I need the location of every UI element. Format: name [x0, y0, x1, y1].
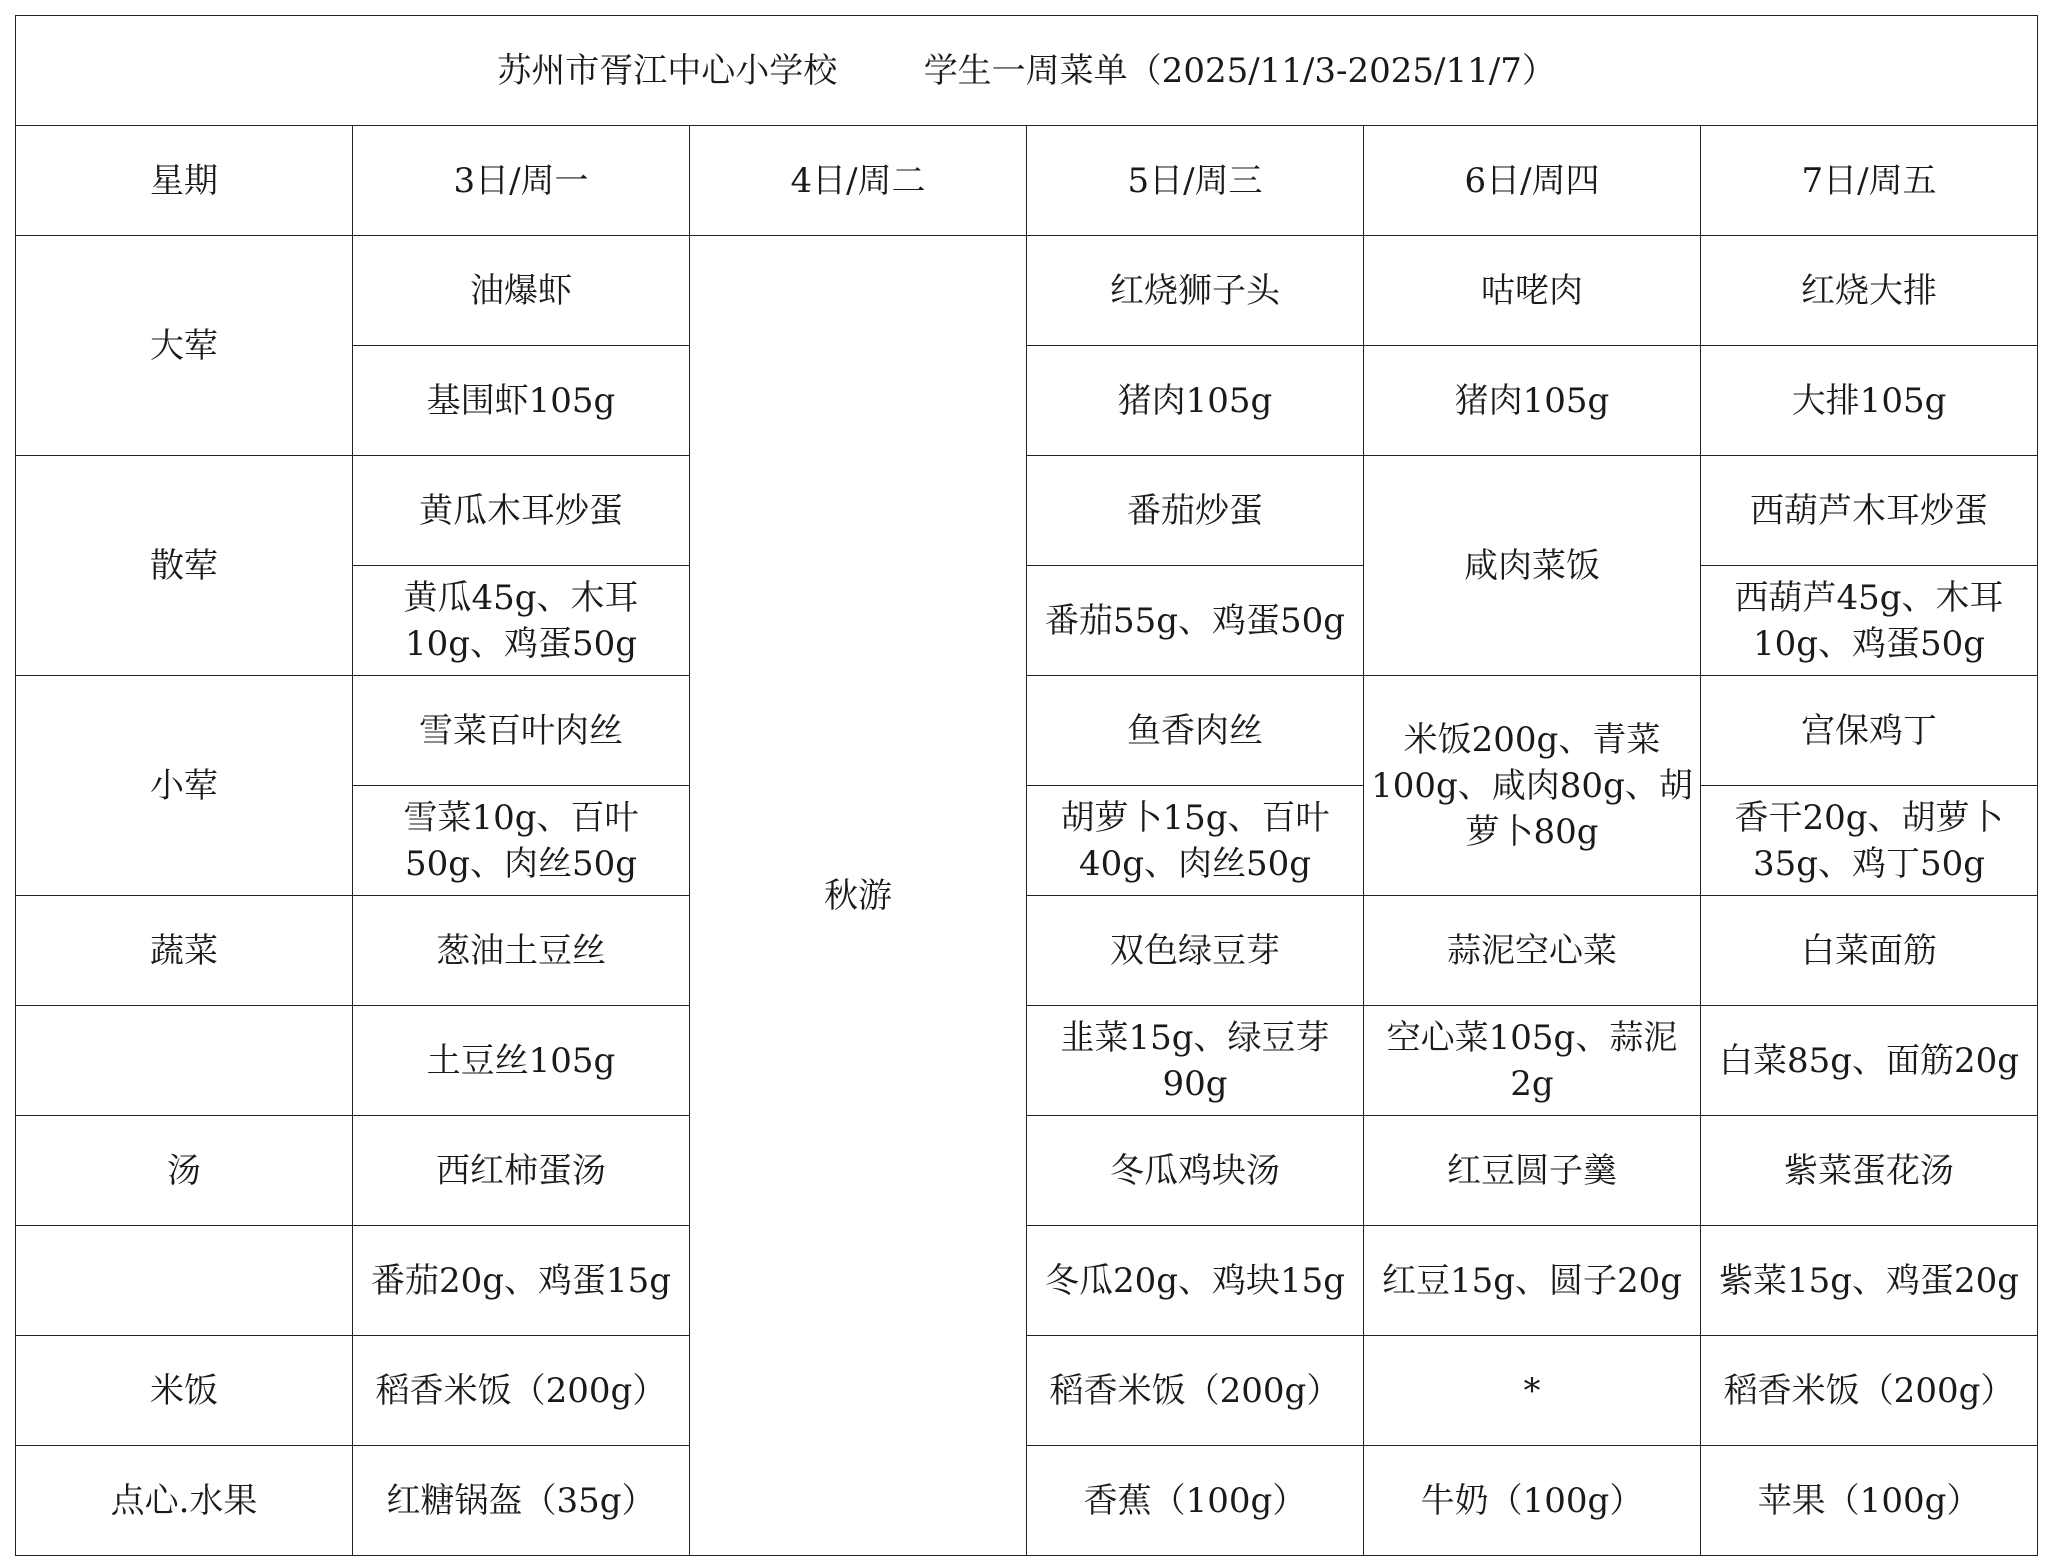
fri-small: 宫保鸡丁: [1701, 676, 2038, 786]
school-name: 苏州市胥江中心小学校: [497, 50, 838, 91]
mon-soup: 西红柿蛋汤: [353, 1116, 690, 1226]
thu-veg: 蒜泥空心菜: [1364, 896, 1701, 1006]
mon-snack: 红糖锅盔（35g）: [353, 1446, 690, 1556]
table-row: [16, 896, 2038, 1006]
fri-snack: 苹果（100g）: [1701, 1446, 2038, 1556]
fri-main-detail: 大排105g: [1701, 346, 2038, 456]
wed-snack: 香蕉（100g）: [1027, 1446, 1364, 1556]
column-header-thu: 6日/周四: [1364, 126, 1701, 236]
fri-side-detail: 西葫芦45g、木耳10g、鸡蛋50g: [1701, 566, 2038, 676]
category-veg: 蔬菜: [16, 896, 353, 1006]
menu-title: 学生一周菜单（2025/11/3-2025/11/7）: [923, 50, 1556, 91]
column-header-weekday: 星期: [16, 126, 353, 236]
fri-soup-detail: 紫菜15g、鸡蛋20g: [1701, 1226, 2038, 1336]
fri-veg-detail: 白菜85g、面筋20g: [1701, 1006, 2038, 1116]
tue-note: 秋游: [690, 236, 1027, 1556]
fri-main: 红烧大排: [1701, 236, 2038, 346]
thu-main: 咕咾肉: [1364, 236, 1701, 346]
fri-veg: 白菜面筋: [1701, 896, 2038, 1006]
thu-main-detail: 猪肉105g: [1364, 346, 1701, 456]
weekly-menu-table: [15, 15, 2038, 1556]
wed-veg: 双色绿豆芽: [1027, 896, 1364, 1006]
fri-soup: 紫菜蛋花汤: [1701, 1116, 2038, 1226]
category-rice: 米饭: [16, 1336, 353, 1446]
mon-rice: 稻香米饭（200g）: [353, 1336, 690, 1446]
table-row: [16, 1116, 2038, 1226]
mon-side-detail: 黄瓜45g、木耳10g、鸡蛋50g: [353, 566, 690, 676]
wed-side: 番茄炒蛋: [1027, 456, 1364, 566]
wed-soup-detail: 冬瓜20g、鸡块15g: [1027, 1226, 1364, 1336]
fri-small-detail: 香干20g、胡萝卜35g、鸡丁50g: [1701, 786, 2038, 896]
title-row: [16, 16, 2038, 126]
table-row: [16, 1336, 2038, 1446]
category-soup-blank: [16, 1226, 353, 1336]
table-row: [16, 1226, 2038, 1336]
table-row: [16, 1006, 2038, 1116]
thu-rice: *: [1364, 1336, 1701, 1446]
thu-soup: 红豆圆子羹: [1364, 1116, 1701, 1226]
category-soup: 汤: [16, 1116, 353, 1226]
category-main: 大荤: [16, 236, 353, 456]
thu-snack: 牛奶（100g）: [1364, 1446, 1701, 1556]
thu-side-detail: 米饭200g、青菜100g、咸肉80g、胡萝卜80g: [1364, 676, 1701, 896]
mon-main: 油爆虾: [353, 236, 690, 346]
mon-side: 黄瓜木耳炒蛋: [353, 456, 690, 566]
wed-rice: 稻香米饭（200g）: [1027, 1336, 1364, 1446]
category-small: 小荤: [16, 676, 353, 896]
column-header-tue: 4日/周二: [690, 126, 1027, 236]
thu-soup-detail: 红豆15g、圆子20g: [1364, 1226, 1701, 1336]
table-row: [16, 1446, 2038, 1556]
mon-soup-detail: 番茄20g、鸡蛋15g: [353, 1226, 690, 1336]
wed-main-detail: 猪肉105g: [1027, 346, 1364, 456]
category-veg-blank: [16, 1006, 353, 1116]
wed-veg-detail: 韭菜15g、绿豆芽90g: [1027, 1006, 1364, 1116]
mon-veg: 葱油土豆丝: [353, 896, 690, 1006]
mon-small: 雪菜百叶肉丝: [353, 676, 690, 786]
column-header-wed: 5日/周三: [1027, 126, 1364, 236]
category-snack: 点心.水果: [16, 1446, 353, 1556]
header-row: [16, 126, 2038, 236]
mon-small-detail: 雪菜10g、百叶50g、肉丝50g: [353, 786, 690, 896]
category-side: 散荤: [16, 456, 353, 676]
wed-side-detail: 番茄55g、鸡蛋50g: [1027, 566, 1364, 676]
wed-small-detail: 胡萝卜15g、百叶40g、肉丝50g: [1027, 786, 1364, 896]
mon-main-detail: 基围虾105g: [353, 346, 690, 456]
thu-side: 咸肉菜饭: [1364, 456, 1701, 676]
page-title: [16, 16, 2038, 126]
wed-soup: 冬瓜鸡块汤: [1027, 1116, 1364, 1226]
table-row: [16, 456, 2038, 566]
table-row: [16, 236, 2038, 346]
mon-veg-detail: 土豆丝105g: [353, 1006, 690, 1116]
fri-rice: 稻香米饭（200g）: [1701, 1336, 2038, 1446]
wed-small: 鱼香肉丝: [1027, 676, 1364, 786]
thu-veg-detail: 空心菜105g、蒜泥2g: [1364, 1006, 1701, 1116]
column-header-fri: 7日/周五: [1701, 126, 2038, 236]
wed-main: 红烧狮子头: [1027, 236, 1364, 346]
column-header-mon: 3日/周一: [353, 126, 690, 236]
fri-side: 西葫芦木耳炒蛋: [1701, 456, 2038, 566]
table-row: [16, 676, 2038, 786]
